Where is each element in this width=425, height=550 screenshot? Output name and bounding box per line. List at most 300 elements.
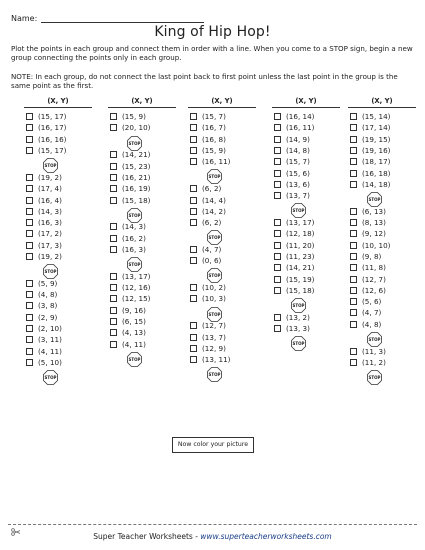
checkbox[interactable]: [274, 287, 281, 294]
point-coordinate: (14, 2): [202, 206, 226, 216]
point-coordinate: (12, 7): [362, 274, 386, 284]
point-row: [108, 111, 180, 122]
checkbox[interactable]: [190, 345, 197, 352]
point-row: [108, 221, 180, 232]
stop-label: STOP: [208, 273, 221, 279]
point-coordinate: (15, 18): [286, 285, 315, 295]
point-coordinate: (14, 21): [122, 150, 151, 160]
checkbox[interactable]: [190, 257, 197, 264]
point-coordinate: (4, 8): [38, 290, 58, 300]
instructions: Plot the points in each group and connect them in order with a line. When you come to a STOP sign, begin a new group connecting the points only in each group.: [11, 44, 413, 63]
point-coordinate: (6, 2): [202, 184, 222, 194]
stop-row: [348, 368, 420, 384]
checkbox[interactable]: [274, 147, 281, 154]
name-field: [11, 14, 204, 23]
point-row: [348, 145, 420, 156]
point-row: [188, 145, 260, 156]
stop-sign-icon: [367, 332, 382, 347]
point-row: [272, 111, 344, 122]
stop-row: [188, 167, 260, 183]
checkbox[interactable]: [274, 124, 281, 131]
point-row: [272, 323, 344, 334]
point-coordinate: (4, 11): [122, 339, 146, 349]
checkbox[interactable]: [26, 174, 33, 181]
checkbox[interactable]: [350, 309, 357, 316]
point-coordinate: (16, 19): [122, 184, 151, 194]
point-coordinate: (15, 17): [38, 146, 67, 156]
point-coordinate: (4, 11): [38, 346, 62, 356]
point-row: [24, 134, 96, 145]
point-coordinate: (14, 4): [202, 195, 226, 205]
point-coordinate: (3, 11): [38, 335, 62, 345]
point-row: [188, 217, 260, 228]
point-row: [24, 183, 96, 194]
point-row: [24, 278, 96, 289]
point-row: [24, 300, 96, 311]
point-row: [24, 122, 96, 133]
stop-row: [348, 330, 420, 346]
stop-row: [348, 190, 420, 206]
point-coordinate: (16, 18): [362, 168, 391, 178]
point-row: [272, 190, 344, 201]
checkbox[interactable]: [274, 192, 281, 199]
checkbox[interactable]: [350, 276, 357, 283]
checkbox[interactable]: [26, 291, 33, 298]
point-row: [272, 156, 344, 167]
stop-row: [108, 206, 180, 222]
name-label: Name:: [11, 14, 38, 23]
point-row: [108, 244, 180, 255]
checkbox[interactable]: [350, 219, 357, 226]
page-title: King of Hip Hop!: [154, 24, 271, 40]
point-row: [348, 217, 420, 228]
point-row: [272, 312, 344, 323]
checkbox[interactable]: [110, 307, 117, 314]
checkbox[interactable]: [110, 284, 117, 291]
point-coordinate: (11, 23): [286, 252, 315, 261]
stop-sign-icon: [291, 203, 306, 218]
stop-label: STOP: [128, 262, 141, 268]
checkbox[interactable]: [350, 158, 357, 165]
point-coordinate: (11, 3): [362, 346, 386, 356]
point-row: [272, 134, 344, 145]
stop-sign-icon: [127, 352, 142, 367]
checkbox[interactable]: [110, 113, 117, 120]
checkbox[interactable]: [274, 264, 281, 271]
point-row: [188, 255, 260, 266]
stop-label: STOP: [44, 269, 57, 275]
point-coordinate: (11, 20): [286, 240, 315, 250]
checkbox[interactable]: [350, 113, 357, 120]
stop-row: [188, 305, 260, 321]
checkbox[interactable]: [190, 284, 197, 291]
point-row: [272, 217, 344, 228]
point-coordinate: (13, 3): [286, 324, 310, 334]
point-row: [24, 206, 96, 217]
checkbox[interactable]: [26, 113, 33, 120]
point-coordinate: (17, 4): [38, 184, 62, 194]
checkbox[interactable]: [26, 280, 33, 287]
point-coordinate: (13, 2): [286, 312, 310, 322]
stop-sign-icon: [127, 208, 142, 223]
point-row: [272, 179, 344, 190]
checkbox[interactable]: [350, 230, 357, 237]
point-coordinate: (17, 2): [38, 229, 62, 239]
point-row: [108, 339, 180, 350]
stop-row: [108, 255, 180, 271]
column-4: [272, 97, 344, 350]
checkbox[interactable]: [190, 147, 197, 154]
checkbox[interactable]: [350, 170, 357, 177]
column-5: [348, 97, 420, 384]
point-coordinate: (19, 16): [362, 146, 391, 156]
point-row: [108, 160, 180, 171]
stop-row: [272, 334, 344, 350]
checkbox[interactable]: [274, 170, 281, 177]
point-coordinate: (13, 6): [286, 179, 310, 189]
checkbox[interactable]: [110, 197, 117, 204]
checkbox[interactable]: [274, 113, 281, 120]
point-row: [108, 293, 180, 304]
stop-row: [188, 365, 260, 381]
checkbox[interactable]: [26, 208, 33, 215]
point-coordinate: (10, 3): [202, 294, 226, 304]
checkbox[interactable]: [350, 136, 357, 143]
stop-sign-icon: [207, 307, 222, 322]
checkbox[interactable]: [26, 325, 33, 332]
point-row: [108, 183, 180, 194]
point-coordinate: (9, 8): [362, 252, 382, 261]
point-row: [348, 179, 420, 190]
footer-brand: Super Teacher Worksheets: [93, 532, 193, 541]
point-coordinate: (12, 18): [286, 229, 315, 239]
point-coordinate: (14, 3): [38, 206, 62, 216]
checkbox[interactable]: [350, 298, 357, 305]
checkbox[interactable]: [350, 287, 357, 294]
point-list: [188, 111, 260, 381]
point-coordinate: (13, 7): [286, 191, 310, 201]
point-list: [24, 111, 96, 384]
footer-divider: [8, 524, 417, 525]
checkbox[interactable]: [26, 147, 33, 154]
checkbox[interactable]: [190, 158, 197, 165]
point-coordinate: (6, 13): [362, 206, 386, 216]
point-row: [348, 122, 420, 133]
point-row: [24, 217, 96, 228]
point-row: [24, 172, 96, 183]
point-row: [24, 334, 96, 345]
point-row: [272, 228, 344, 239]
stop-row: [24, 262, 96, 278]
point-coordinate: (14, 8): [286, 146, 310, 156]
column-1: [24, 97, 96, 384]
checkbox[interactable]: [190, 136, 197, 143]
checkbox[interactable]: [26, 336, 33, 343]
color-your-picture-box: Now color your picture: [172, 437, 254, 453]
checkbox[interactable]: [26, 185, 33, 192]
checkbox[interactable]: [26, 242, 33, 249]
point-coordinate: (2, 10): [38, 324, 62, 334]
stop-label: STOP: [368, 337, 381, 343]
checkbox[interactable]: [110, 273, 117, 280]
point-row: [108, 149, 180, 160]
checkbox[interactable]: [190, 322, 197, 329]
checkbox[interactable]: [110, 318, 117, 325]
column-3: [188, 97, 260, 381]
point-row: [272, 251, 344, 262]
checkbox[interactable]: [26, 230, 33, 237]
point-coordinate: (16, 2): [122, 233, 146, 243]
checkbox[interactable]: [26, 197, 33, 204]
checkbox[interactable]: [274, 219, 281, 226]
stop-row: [108, 134, 180, 150]
point-coordinate: (13, 17): [122, 271, 151, 281]
point-list: [272, 111, 344, 350]
point-coordinate: (20, 10): [122, 123, 151, 133]
point-coordinate: (0, 6): [202, 256, 222, 266]
stop-row: [188, 266, 260, 282]
checkbox[interactable]: [350, 208, 357, 215]
point-coordinate: (5, 10): [38, 357, 62, 367]
point-coordinate: (4, 8): [362, 319, 382, 329]
column-header: (X, Y): [108, 97, 176, 108]
checkbox[interactable]: [350, 242, 357, 249]
checkbox[interactable]: [190, 219, 197, 226]
column-header: (X, Y): [24, 97, 92, 108]
checkbox[interactable]: [274, 253, 281, 260]
checkbox[interactable]: [26, 359, 33, 366]
stop-sign-icon: [43, 370, 58, 385]
point-coordinate: (9, 12): [362, 229, 386, 239]
checkbox[interactable]: [350, 348, 357, 355]
point-row: [272, 240, 344, 251]
point-row: [24, 194, 96, 205]
checkbox[interactable]: [190, 246, 197, 253]
checkbox[interactable]: [274, 325, 281, 332]
checkbox[interactable]: [190, 113, 197, 120]
checkbox[interactable]: [274, 314, 281, 321]
point-coordinate: (19, 2): [38, 172, 62, 182]
checkbox[interactable]: [274, 276, 281, 283]
point-coordinate: (6, 15): [122, 317, 146, 327]
point-coordinate: (5, 9): [38, 278, 58, 288]
checkbox[interactable]: [190, 356, 197, 363]
point-row: [108, 271, 180, 282]
point-coordinate: (15, 9): [122, 112, 146, 122]
checkbox[interactable]: [110, 151, 117, 158]
point-coordinate: (17, 3): [38, 240, 62, 250]
point-row: [108, 194, 180, 205]
stop-sign-icon: [207, 367, 222, 382]
point-row: [108, 282, 180, 293]
footer-url: www.superteacherworksheets.com: [200, 532, 332, 541]
point-row: [348, 296, 420, 307]
checkbox[interactable]: [190, 208, 197, 215]
point-row: [348, 319, 420, 330]
checkbox[interactable]: [350, 359, 357, 366]
point-coordinate: (4, 7): [362, 308, 382, 318]
point-row: [348, 251, 420, 262]
stop-row: [108, 350, 180, 366]
point-row: [188, 332, 260, 343]
checkbox[interactable]: [26, 253, 33, 260]
stop-row: [24, 368, 96, 384]
point-row: [272, 122, 344, 133]
point-coordinate: (16, 8): [202, 134, 226, 144]
stop-row: [24, 156, 96, 172]
point-row: [188, 183, 260, 194]
checkbox[interactable]: [190, 185, 197, 192]
stop-label: STOP: [128, 356, 141, 362]
checkbox[interactable]: [26, 348, 33, 355]
point-list: [108, 111, 180, 365]
point-coordinate: (5, 6): [362, 297, 382, 307]
point-row: [272, 273, 344, 284]
checkbox[interactable]: [274, 181, 281, 188]
stop-sign-icon: [127, 257, 142, 272]
point-coordinate: (15, 19): [286, 274, 315, 284]
point-row: [348, 206, 420, 217]
point-row: [108, 327, 180, 338]
point-coordinate: (10, 2): [202, 283, 226, 293]
point-coordinate: (15, 14): [362, 112, 391, 122]
checkbox[interactable]: [350, 124, 357, 131]
point-row: [188, 293, 260, 304]
stop-label: STOP: [368, 375, 381, 381]
stop-sign-icon: [43, 264, 58, 279]
point-coordinate: (14, 9): [286, 134, 310, 144]
checkbox[interactable]: [274, 230, 281, 237]
point-coordinate: (3, 8): [38, 301, 58, 311]
point-row: [108, 172, 180, 183]
checkbox[interactable]: [110, 185, 117, 192]
checkbox[interactable]: [190, 124, 197, 131]
checkbox[interactable]: [110, 223, 117, 230]
checkbox[interactable]: [110, 295, 117, 302]
checkbox[interactable]: [350, 147, 357, 154]
point-row: [24, 240, 96, 251]
point-row: [24, 312, 96, 323]
stop-label: STOP: [292, 341, 305, 347]
footer-separator: -: [192, 532, 201, 541]
point-row: [272, 262, 344, 273]
checkbox[interactable]: [274, 242, 281, 249]
checkbox[interactable]: [350, 264, 357, 271]
checkbox[interactable]: [110, 329, 117, 336]
point-coordinate: (16, 11): [286, 123, 315, 133]
checkbox[interactable]: [26, 219, 33, 226]
checkbox[interactable]: [26, 136, 33, 143]
stop-row: [188, 228, 260, 244]
checkbox[interactable]: [274, 136, 281, 143]
column-2: [108, 97, 180, 365]
checkbox[interactable]: [110, 235, 117, 242]
point-row: [188, 282, 260, 293]
point-coordinate: (4, 13): [122, 328, 146, 338]
point-row: [348, 346, 420, 357]
point-row: [348, 273, 420, 284]
stop-label: STOP: [44, 163, 57, 169]
checkbox[interactable]: [26, 124, 33, 131]
point-row: [188, 320, 260, 331]
point-coordinate: (10, 10): [362, 240, 391, 250]
checkbox[interactable]: [190, 295, 197, 302]
point-row: [188, 244, 260, 255]
point-coordinate: (15, 7): [202, 112, 226, 122]
point-coordinate: (14, 18): [362, 179, 391, 189]
checkbox[interactable]: [110, 174, 117, 181]
point-row: [348, 167, 420, 178]
checkbox[interactable]: [110, 124, 117, 131]
point-row: [348, 240, 420, 251]
point-row: [24, 145, 96, 156]
point-coordinate: (15, 6): [286, 168, 310, 178]
checkbox[interactable]: [190, 334, 197, 341]
point-coordinate: (11, 8): [362, 263, 386, 273]
stop-label: STOP: [208, 235, 221, 241]
checkbox[interactable]: [110, 341, 117, 348]
point-coordinate: (18, 17): [362, 157, 391, 167]
point-coordinate: (12, 9): [202, 343, 226, 353]
point-coordinate: (15, 23): [122, 161, 151, 171]
name-line: [41, 14, 204, 23]
point-coordinate: (15, 17): [38, 112, 67, 122]
point-row: [24, 357, 96, 368]
checkbox[interactable]: [350, 181, 357, 188]
point-coordinate: (19, 2): [38, 252, 62, 261]
checkbox[interactable]: [26, 314, 33, 321]
column-header: (X, Y): [348, 97, 416, 108]
point-row: [24, 251, 96, 262]
point-row: [348, 357, 420, 368]
checkbox[interactable]: [110, 246, 117, 253]
stop-label: STOP: [368, 197, 381, 203]
checkbox[interactable]: [110, 163, 117, 170]
checkbox[interactable]: [26, 302, 33, 309]
point-row: [272, 285, 344, 296]
point-coordinate: (19, 15): [362, 134, 391, 144]
stop-label: STOP: [128, 140, 141, 146]
point-coordinate: (16, 14): [286, 112, 315, 122]
checkbox[interactable]: [350, 253, 357, 260]
point-coordinate: (13, 7): [202, 332, 226, 342]
checkbox[interactable]: [274, 158, 281, 165]
point-coordinate: (12, 7): [202, 321, 226, 331]
point-coordinate: (12, 6): [362, 285, 386, 295]
point-coordinate: (8, 13): [362, 218, 386, 228]
footer: [0, 532, 425, 541]
checkbox[interactable]: [350, 321, 357, 328]
stop-sign-icon: [367, 192, 382, 207]
point-row: [24, 346, 96, 357]
stop-label: STOP: [208, 311, 221, 317]
point-coordinate: (6, 2): [202, 218, 222, 228]
point-row: [348, 134, 420, 145]
stop-row: [272, 201, 344, 217]
point-row: [108, 233, 180, 244]
point-row: [348, 285, 420, 296]
point-row: [188, 134, 260, 145]
point-coordinate: (16, 17): [38, 123, 67, 133]
point-row: [188, 122, 260, 133]
point-coordinate: (4, 7): [202, 245, 222, 254]
stop-row: [272, 296, 344, 312]
point-row: [108, 122, 180, 133]
stop-label: STOP: [128, 212, 141, 218]
point-coordinate: (16, 4): [38, 195, 62, 205]
point-coordinate: (15, 7): [286, 157, 310, 167]
checkbox[interactable]: [190, 197, 197, 204]
